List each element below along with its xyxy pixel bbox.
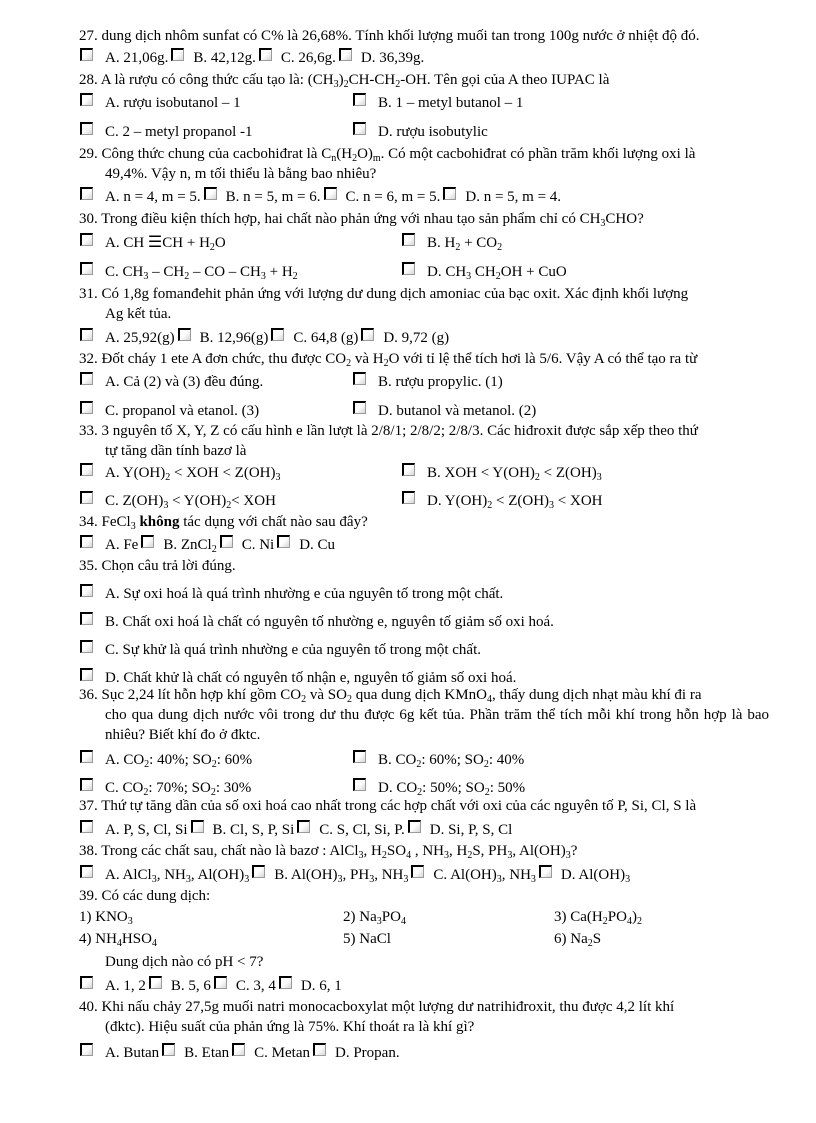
radio-icon[interactable] xyxy=(361,328,374,341)
question-27-options xyxy=(80,47,770,69)
radio-icon[interactable] xyxy=(402,233,415,246)
radio-icon[interactable] xyxy=(162,1043,175,1056)
radio-icon[interactable] xyxy=(80,372,93,385)
option-a[interactable]: A. Sự oxi hoá là quá trình nhường e của nguyên tố trong một chất. xyxy=(80,583,503,605)
option-b[interactable]: B. n = 5, m = 6. xyxy=(225,189,321,205)
question-40-options xyxy=(80,1042,770,1064)
radio-icon[interactable] xyxy=(80,535,93,548)
radio-icon[interactable] xyxy=(443,187,456,200)
solution-5: 5) NaCl xyxy=(343,931,391,947)
radio-icon[interactable] xyxy=(297,820,310,833)
question-27: 27. dung dịch nhôm sunfat có C% là 26,68%. Tính khối lượng muối tan trong 100g nước ở nhiệt độ đó. xyxy=(79,28,700,44)
radio-icon[interactable] xyxy=(402,491,415,504)
radio-icon[interactable] xyxy=(271,328,284,341)
option-b[interactable]: B. 42,12g. xyxy=(193,50,256,66)
radio-icon[interactable] xyxy=(80,93,93,106)
solution-6: 6) $Na_2S$ xyxy=(554,931,602,949)
radio-icon[interactable] xyxy=(80,865,93,878)
option-d[interactable]: D. $Al(OH)_3$ xyxy=(560,867,631,885)
question-36: 36. Sục 2,24 lít hỗn hợp khí gồm $CO_2$ và $SO_2$ qua dung dịch KMnO$_4$, thấy dung dịch nhạt màu khí đi ra cho qua dung dịch nước vôi trong dư thu được 6g kết tủa. Phần trăm thể tích mỗi khí trong hỗn hợp là bao nhiêu? Biết khí đo ở đktc. xyxy=(79,687,769,743)
option-c[interactable]: C. Sự khử là quá trình nhường e của nguyên tố trong một chất. xyxy=(80,639,481,661)
option-d[interactable]: D. $CO_2$: 50%; $SO_2$: 50% xyxy=(353,777,525,799)
radio-icon[interactable] xyxy=(80,187,93,200)
question-34-options xyxy=(80,534,770,556)
question-37-options xyxy=(80,819,770,841)
option-b[interactable]: B. XOH < $Y(OH)_2 < Z(OH)_3$ xyxy=(402,462,602,484)
question-28: 28. A là rượu có công thức cấu tạo là: $(CH_3)_2CH-CH_2-OH$. Tên gọi của A theo IUPAC là xyxy=(79,72,610,90)
option-d[interactable]: D. Si, P, S, Cl xyxy=(429,822,513,838)
option-b[interactable]: B. ZnCl$_2$ xyxy=(163,537,217,555)
option-a[interactable]: A. 1, 2 xyxy=(105,978,146,994)
radio-icon[interactable] xyxy=(232,1043,245,1056)
option-d[interactable]: D. 36,39g. xyxy=(360,50,425,66)
option-d[interactable]: D. 9,72 (g) xyxy=(383,330,450,346)
question-35-option-c xyxy=(80,639,770,661)
question-32: 32. Đốt cháy 1 ete A đơn chức, thu được $CO_2$ và $H_2O$ với tỉ lệ thể tích hơi là 5/6. Vậy A có thể tạo ra từ xyxy=(79,351,698,369)
question-35-option-a xyxy=(80,583,770,605)
radio-icon[interactable] xyxy=(279,976,292,989)
option-c[interactable]: C. $Al(OH)_3$, $NH_3$ xyxy=(433,867,536,885)
radio-icon[interactable] xyxy=(259,48,272,61)
option-d[interactable]: D. butanol và metanol. (2) xyxy=(353,400,536,422)
radio-icon[interactable] xyxy=(402,262,415,275)
radio-icon[interactable] xyxy=(220,535,233,548)
option-c[interactable]: C. S, Cl, Si, P. xyxy=(319,822,405,838)
option-c[interactable]: C. Metan xyxy=(254,1045,310,1061)
question-36-options-row1 xyxy=(80,749,770,771)
radio-icon[interactable] xyxy=(339,48,352,61)
radio-icon[interactable] xyxy=(80,328,93,341)
triple-bond-symbol: ☰ xyxy=(147,234,163,251)
option-c[interactable]: C. $CO_2$: 70%; $SO_2$: 30% xyxy=(80,777,251,799)
radio-icon[interactable] xyxy=(353,93,366,106)
radio-icon[interactable] xyxy=(80,491,93,504)
option-d[interactable]: D. $Y(OH)_2 < Z(OH)_3$ < XOH xyxy=(402,490,603,512)
radio-icon[interactable] xyxy=(277,535,290,548)
option-b[interactable]: B. 1 – metyl butanol – 1 xyxy=(353,92,523,114)
option-c[interactable]: C. $Z(OH)_3 < Y(OH)_2<$ XOH xyxy=(80,490,276,512)
radio-icon[interactable] xyxy=(353,750,366,763)
question-35-option-b xyxy=(80,611,770,633)
option-d[interactable]: D. Chất khử là chất có nguyên tố nhận e, nguyên tố giảm số oxi hoá. xyxy=(80,667,516,689)
radio-icon[interactable] xyxy=(149,976,162,989)
radio-icon[interactable] xyxy=(80,584,93,597)
question-30: 30. Trong điều kiện thích hợp, hai chất nào phản ứng với nhau tạo sản phẩm chỉ có $CH_3CHO$? xyxy=(79,211,644,229)
option-a[interactable]: A. Fe xyxy=(105,537,139,553)
option-a[interactable]: A. P, S, Cl, Si xyxy=(105,822,188,838)
option-b[interactable]: B. rượu propylic. (1) xyxy=(353,371,503,393)
option-c[interactable]: C. n = 6, m = 5. xyxy=(345,189,441,205)
radio-icon[interactable] xyxy=(178,328,191,341)
option-d[interactable]: D. 6, 1 xyxy=(300,978,342,994)
question-30-options-row2 xyxy=(80,261,770,283)
option-b[interactable]: B. $CO_2$: 60%; $SO_2$: 40% xyxy=(353,749,524,771)
option-c[interactable]: C. 26,6g. xyxy=(280,50,336,66)
radio-icon[interactable] xyxy=(353,372,366,385)
radio-icon[interactable] xyxy=(324,187,337,200)
question-39: 39. Có các dung dịch: xyxy=(79,888,211,904)
question-29-options xyxy=(80,186,770,208)
radio-icon[interactable] xyxy=(80,750,93,763)
option-c[interactable]: C. 2 – metyl propanol -1 xyxy=(80,121,252,143)
radio-icon[interactable] xyxy=(80,262,93,275)
radio-icon[interactable] xyxy=(80,668,93,681)
option-a[interactable]: A. Cả (2) và (3) đều đúng. xyxy=(80,371,263,393)
radio-icon[interactable] xyxy=(353,122,366,135)
option-a[interactable]: A. n = 4, m = 5. xyxy=(105,189,201,205)
option-a[interactable]: A. rượu isobutanol – 1 xyxy=(80,92,241,114)
option-b[interactable]: B. 12,96(g) xyxy=(199,330,269,346)
radio-icon[interactable] xyxy=(171,48,184,61)
question-28-options-row2 xyxy=(80,121,770,143)
option-d[interactable]: D. n = 5, m = 4. xyxy=(465,189,562,205)
radio-icon[interactable] xyxy=(402,463,415,476)
option-d[interactable]: D. rượu isobutylic xyxy=(353,121,488,143)
question-31-options xyxy=(80,327,770,349)
option-b[interactable]: B. 5, 6 xyxy=(170,978,211,994)
solution-2: 2) $Na_3PO_4$ xyxy=(343,909,406,927)
question-32-options-row1 xyxy=(80,371,770,393)
radio-icon[interactable] xyxy=(80,820,93,833)
radio-icon[interactable] xyxy=(539,865,552,878)
solution-4: 4) $NH_4HSO_4$ xyxy=(79,931,157,949)
option-d[interactable]: D. Cu xyxy=(299,537,336,553)
question-34: 34. FeCl$_3$ không tác dụng với chất nào sau đây? xyxy=(79,514,368,532)
option-b[interactable]: B. Cl, S, P, Si xyxy=(212,822,295,838)
radio-icon[interactable] xyxy=(141,535,154,548)
option-c[interactable]: C. $CH_3 - CH_2$ – CO – $CH_3 + H_2$ xyxy=(80,261,298,283)
question-39-options xyxy=(80,975,770,997)
question-33-options-row2 xyxy=(80,490,770,512)
solution-3: 3) $Ca(H_2PO_4)_2$ xyxy=(554,909,642,927)
question-27-text: dung dịch nhôm sunfat có C% là 26,68%. Tính khối lượng muối tan trong 100g nước ở nhiệt độ đó. xyxy=(101,28,700,44)
radio-icon[interactable] xyxy=(204,187,217,200)
radio-icon[interactable] xyxy=(80,778,93,791)
question-29: 29. Công thức chung của cacbohiđrat là $C_n(H_2O)_m$. Có một cacbohiđrat có phần trăm khối lượng oxi là 49,4%. Vậy n, m tối thiểu là bằng bao nhiêu? xyxy=(79,146,696,182)
option-a[interactable]: A. CH ☰CH + $H_2O$ xyxy=(80,232,226,254)
question-35: 35. Chọn câu trả lời đúng. xyxy=(79,558,236,574)
option-b[interactable]: B. $Al(OH)_3$, $PH_3$, $NH_3$ xyxy=(274,867,409,885)
option-a[interactable]: A. Butan xyxy=(105,1045,160,1061)
question-33: 33. 3 nguyên tố X, Y, Z có cấu hình e lần lượt là 2/8/1; 2/8/2; 2/8/3. Các hiđroxit được sắp xếp theo thứ tự tăng dần tính bazơ là xyxy=(79,423,698,459)
radio-icon[interactable] xyxy=(408,820,421,833)
question-40: 40. Khi nấu chảy 27,5g muối natri monocacboxylat một lượng dư natrihiđroxit, thu được 4,2 lít khí (đktc). Hiệu suất của phản ứng là 75%. Khí thoát ra là khí gì? xyxy=(79,999,675,1035)
radio-icon[interactable] xyxy=(214,976,227,989)
question-38: 38. Trong các chất sau, chất nào là bazơ : AlCl$_3$, $H_2SO_4$ , $NH_3$, $H_2S$, $PH_3$, $Al(OH)_3$? xyxy=(79,843,578,861)
radio-icon[interactable] xyxy=(80,1043,93,1056)
option-a[interactable]: A. AlCl$_3$, $NH_3$, $Al(OH)_3$ xyxy=(105,867,250,885)
question-30-options-row1 xyxy=(80,232,770,254)
radio-icon[interactable] xyxy=(353,401,366,414)
question-37: 37. Thứ tự tăng dần của số oxi hoá cao nhất trong các hợp chất với oxi của các nguyên tố P, Si, Cl, S là xyxy=(79,798,697,814)
option-a[interactable]: A. $CO_2$: 40%; $SO_2$: 60% xyxy=(80,749,252,771)
radio-icon[interactable] xyxy=(80,401,93,414)
radio-icon[interactable] xyxy=(80,976,93,989)
radio-icon[interactable] xyxy=(353,778,366,791)
option-b[interactable]: B. Etan xyxy=(184,1045,230,1061)
radio-icon[interactable] xyxy=(80,122,93,135)
question-28-options-row1 xyxy=(80,92,770,114)
radio-icon[interactable] xyxy=(313,1043,326,1056)
option-d[interactable]: D. Propan. xyxy=(335,1045,400,1061)
radio-icon[interactable] xyxy=(191,820,204,833)
radio-icon[interactable] xyxy=(80,640,93,653)
option-c[interactable]: C. 64,8 (g) xyxy=(293,330,359,346)
question-32-options-row2 xyxy=(80,400,770,422)
radio-icon[interactable] xyxy=(80,463,93,476)
question-38-options xyxy=(80,864,770,886)
option-b[interactable]: B. Chất oxi hoá là chất có nguyên tố nhường e, nguyên tố giảm số oxi hoá. xyxy=(80,611,554,633)
option-c[interactable]: C. 3, 4 xyxy=(235,978,276,994)
question-31: 31. Có 1,8g fomanđehit phản ứng với lượng dư dung dịch amoniac của bạc oxit. Xác định khối lượng Ag kết tủa. xyxy=(79,286,689,322)
option-d[interactable]: D. $CH_3$ $CH_2OH$ + CuO xyxy=(402,261,567,283)
option-c[interactable]: C. Ni xyxy=(241,537,275,553)
option-b[interactable]: B. $H_2 + CO_2$ xyxy=(402,232,502,254)
option-c[interactable]: C. propanol và etanol. (3) xyxy=(80,400,259,422)
radio-icon[interactable] xyxy=(252,865,265,878)
option-a[interactable]: A. $Y(OH)_2$ < XOH < $Z(OH)_3$ xyxy=(80,462,281,484)
radio-icon[interactable] xyxy=(80,233,93,246)
radio-icon[interactable] xyxy=(411,865,424,878)
question-33-options-row1 xyxy=(80,462,770,484)
radio-icon[interactable] xyxy=(80,612,93,625)
option-a[interactable]: A. 21,06g. xyxy=(105,50,169,66)
radio-icon[interactable] xyxy=(80,48,93,61)
option-a[interactable]: A. 25,92(g) xyxy=(105,330,175,346)
solution-1: 1) $KNO_3$ xyxy=(79,909,133,927)
question-39-prompt: Dung dịch nào có pH < 7? xyxy=(105,954,264,970)
